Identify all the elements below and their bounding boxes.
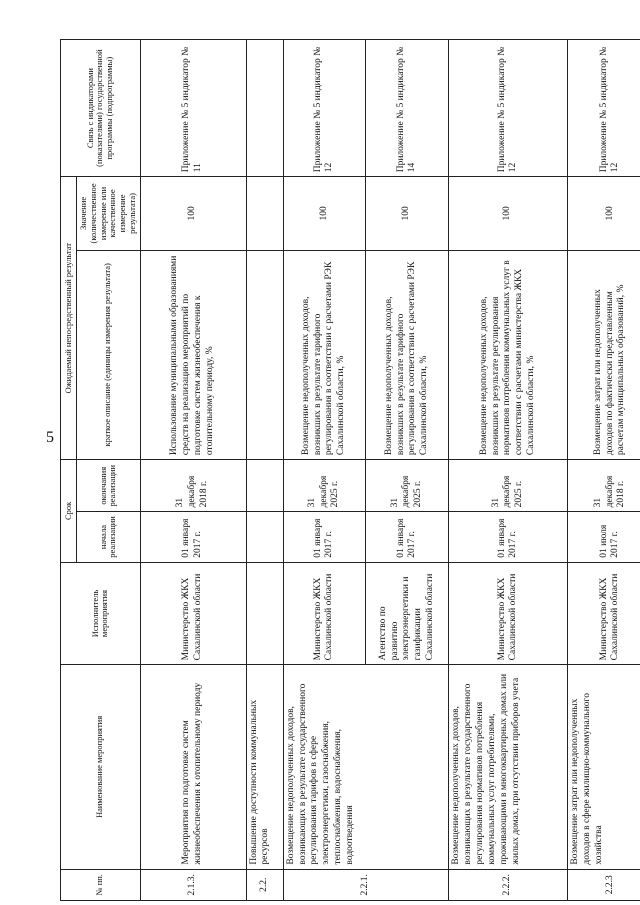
table-row bbox=[449, 40, 568, 901]
row-number: 2.2.3 bbox=[568, 869, 640, 900]
activity-name: Возмещение недополученных доходов, возникающих в результате государственного регулирования тарифов в сфере электроэнергетики, газоснабжения, теплоснабжения, водоснабжения, водоотведения bbox=[283, 665, 449, 869]
header-link: Связь с индикаторами (показателями) государственной программы (подпрограммы) bbox=[61, 40, 141, 177]
end-date: 31 декабря 2025 г. bbox=[366, 460, 449, 512]
indicator-link: Приложение № 5 индикатор № 12 bbox=[283, 40, 366, 177]
result-value: 100 bbox=[283, 177, 366, 250]
empty-cell bbox=[246, 177, 283, 250]
activity-name: Мероприятия по подготовке систем жизнеобеспечения к отопительному периоду bbox=[140, 665, 246, 869]
header-start: начала реализации bbox=[77, 512, 141, 562]
activity-name: Возмещение затрат или недополученных доходов в сфере жилищно-коммунального хозяйства bbox=[568, 665, 640, 869]
end-date: 31 декабря 2018 г. bbox=[568, 460, 640, 512]
result-value: 100 bbox=[568, 177, 640, 250]
start-date: 01 января 2017 г. bbox=[366, 512, 449, 562]
activity-name: Возмещение недополученных доходов, возникающих в результате государственного регулирования нормативов потребления коммунальных услуг потребителями, проживающими в многоквартирных домах или жилых домах, при отсутствии приборов учета bbox=[449, 665, 568, 869]
start-date: 01 января 2017 г. bbox=[140, 512, 246, 562]
result-description: Возмещение недополученных доходов, возникших в результате тарифного регулирования в соответствии с расчетами РЭК Сахалинской области, % bbox=[366, 250, 449, 459]
result-value: 100 bbox=[366, 177, 449, 250]
table-row bbox=[283, 40, 366, 901]
table-row bbox=[568, 40, 640, 901]
result-description: Возмещение недополученных доходов, возникших в результате регулирования нормативов потребления коммунальных услуг в соответствии с расчетами министерства ЖКХ Сахалинской области, % bbox=[449, 250, 568, 459]
indicator-link: Приложение № 5 индикатор № 11 bbox=[140, 40, 246, 177]
indicator-link: Приложение № 5 индикатор № 12 bbox=[449, 40, 568, 177]
header-expected: Ожидаемый непосредственный результат bbox=[61, 177, 77, 460]
row-number: 2.1.3. bbox=[140, 869, 246, 900]
end-date: 31 декабря 2018 г. bbox=[140, 460, 246, 512]
empty-cell bbox=[246, 562, 283, 665]
row-number: 2.2. bbox=[246, 869, 283, 900]
indicator-link: Приложение № 5 индикатор № 14 bbox=[366, 40, 449, 177]
empty-cell bbox=[246, 512, 283, 562]
empty-cell bbox=[246, 460, 283, 512]
result-value: 100 bbox=[449, 177, 568, 250]
empty-cell bbox=[246, 40, 283, 177]
indicator-link: Приложение № 5 индикатор № 12 bbox=[568, 40, 640, 177]
result-description: Возмещение затрат или недополученных доходов по фактически представленным расчетам муниципальных образований, % bbox=[568, 250, 640, 459]
row-number: 2.2.2. bbox=[449, 869, 568, 900]
result-description: Возмещение недополученных доходов, возникших в результате тарифного регулирования в соответствии с расчетами РЭК Сахалинской области, % bbox=[283, 250, 366, 459]
start-date: 01 января 2017 г. bbox=[283, 512, 366, 562]
table-stage bbox=[60, 39, 640, 901]
header-executor: Исполнитель мероприятия bbox=[61, 562, 141, 665]
empty-cell bbox=[246, 250, 283, 459]
row-number: 2.2.1. bbox=[283, 869, 449, 900]
end-date: 31 декабря 2025 г. bbox=[449, 460, 568, 512]
executor: Министерство ЖКХ Сахалинской области bbox=[140, 562, 246, 665]
header-name: Наименование мероприятия bbox=[61, 665, 141, 869]
header-short-desc: краткое описание (единицы измерения результата) bbox=[77, 250, 141, 459]
header-end: окончания реализации bbox=[77, 460, 141, 512]
end-date: 31 декабря 2025 г. bbox=[283, 460, 366, 512]
header-num: № пп. bbox=[61, 869, 141, 900]
executor: Министерство ЖКХ Сахалинской области bbox=[449, 562, 568, 665]
page-number: 5 bbox=[46, 429, 54, 446]
executor: Агентство по развитию электроэнергетики и газификации Сахалинской области bbox=[366, 562, 449, 665]
executor: Министерство ЖКХ Сахалинской области bbox=[568, 562, 640, 665]
start-date: 01 июля 2017 г. bbox=[568, 512, 640, 562]
header-value: Значение (количественное измерение или качественное измерение результата) bbox=[77, 177, 141, 250]
table-row bbox=[246, 40, 283, 901]
executor: Министерство ЖКХ Сахалинской области bbox=[283, 562, 366, 665]
result-value: 100 bbox=[140, 177, 246, 250]
result-description: Использование муниципальными образованиями средств на реализацию мероприятий по подготовке систем жизнеобеспечения к отопительному периоду, % bbox=[140, 250, 246, 459]
activities-table bbox=[60, 39, 640, 901]
table-row bbox=[140, 40, 246, 901]
header-term: Срок bbox=[61, 460, 77, 563]
rotated-table-wrapper bbox=[60, 39, 640, 901]
start-date: 01 января 2017 г. bbox=[449, 512, 568, 562]
activity-name: Повышение доступности коммунальных ресурсов bbox=[246, 665, 283, 869]
